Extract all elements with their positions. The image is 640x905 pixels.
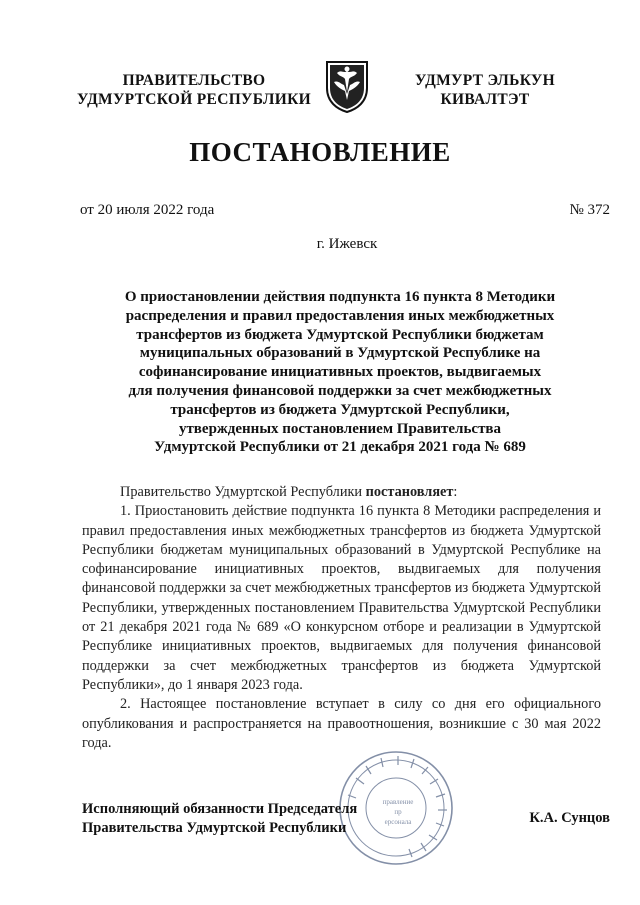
- issuer-line: УДМУРТ ЭЛЬКУН: [415, 72, 555, 89]
- intro-verb: постановляет: [365, 484, 454, 500]
- subject-line: О приостановлении действия подпункта 16 пункта 8 Методики: [124, 289, 556, 305]
- issuer-line: ПРАВИТЕЛЬСТВО: [122, 72, 266, 89]
- document-number: № 372: [569, 202, 610, 218]
- body-item-1: 1. Приостановить действие подпункта 16 пункта 8 Методики распределения и правил предоставления иных межбюджетных трансфертов из бюджета Удмуртской Республики бюджетам муниципальных образований в Удмуртской Республике на софинансирование инициативных проектов, выдвигаемых для получения финансовой поддержки за счет межбюджетных трансфертов из бюджета Удмуртской Республики, утвержденных постановлением Правительства Удмуртской Республики от 21 декабря 2021 года № 689 «О конкурсном отборе и реализации в Удмуртской Республике инициативных проектов, выдвигаемых для получения финансовой поддержки за счет межбюджетных трансфертов из бюджета Удмуртской Республики», до 1 января 2023 года.: [82, 503, 601, 693]
- document-body: [82, 483, 601, 753]
- subject-line: софинансирование инициативных проектов, выдвигаемых: [138, 364, 542, 381]
- document-type-title: ПОСТАНОВЛЕНИЕ: [189, 137, 451, 167]
- issuer-line: УДМУРТСКОЙ РЕСПУБЛИКИ: [76, 91, 311, 108]
- document-date: от 20 июля 2022 года: [80, 202, 215, 218]
- subject-line: утвержденных постановлением Правительства: [178, 420, 502, 437]
- document-subject: [100, 288, 580, 457]
- stamp-text: правление: [382, 798, 414, 806]
- body-item-2: 2. Настоящее постановление вступает в силу со дня его официального опубликования и распространяется на правоотношения, возникшие с 30 мая 2022 года.: [82, 696, 601, 751]
- subject-line: трансфертов из бюджета Удмуртской Республики бюджетам: [136, 326, 544, 343]
- stamp-text: пр: [394, 808, 402, 816]
- document-city: г. Ижевск: [316, 236, 378, 252]
- subject-line: муниципальных образований в Удмуртской Республике на: [139, 345, 541, 362]
- udmurtia-coat-of-arms-icon: [323, 58, 371, 114]
- stamp-text: ерсонала: [384, 818, 412, 826]
- signatory-name: К.А. Сунцов: [529, 810, 610, 826]
- signatory-position: [82, 800, 357, 838]
- subject-line: для получения финансовой поддержки за счет межбюджетных: [128, 382, 552, 399]
- subject-line: распределения и правил предоставления иных межбюджетных: [125, 307, 555, 324]
- issuer-name-ru: [74, 71, 314, 109]
- subject-line: Удмуртской Республики от 21 декабря 2021 года № 689: [154, 439, 526, 456]
- intro-prefix: Правительство Удмуртской Республики: [120, 484, 366, 500]
- issuer-name-udm: [380, 71, 590, 109]
- signatory-position-line: Правительства Удмуртской Республики: [82, 820, 347, 836]
- issuer-line: КИВАЛТЭТ: [440, 91, 530, 108]
- signatory-position-line: Исполняющий обязанности Председателя: [82, 801, 358, 817]
- intro-suffix: :: [453, 484, 458, 500]
- body-intro: [82, 483, 601, 502]
- subject-line: трансфертов из бюджета Удмуртской Республики,: [170, 401, 510, 418]
